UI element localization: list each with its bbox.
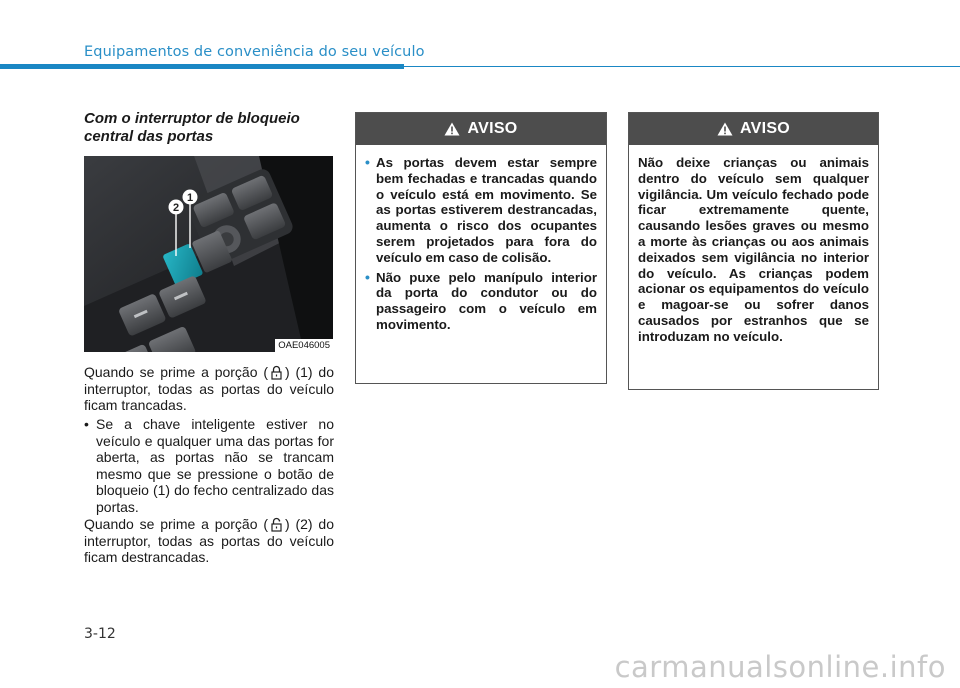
- header-rule: [404, 66, 960, 67]
- locked-padlock-icon: [270, 365, 283, 380]
- section-heading: Com o interruptor de bloqueio central das portas: [84, 110, 300, 145]
- warning-triangle-icon: [444, 122, 460, 136]
- warning-box-children: [628, 112, 879, 390]
- warning-item: • As portas devem estar sempre bem fechadas e trancadas quando o veículo está em movimento. Se as portas estiverem destrancadas, aumenta o risco dos ocupantes serem projetados para fora do veículo em caso de colisão.: [365, 154, 597, 265]
- warning-title: AVISO: [739, 120, 791, 137]
- page-number: 3-12: [84, 626, 116, 642]
- warning-box-doors: [355, 112, 607, 384]
- callout-2-label: 2: [172, 202, 180, 214]
- warning-item: • Não puxe pelo manípulo interior da porta do condutor ou do passageiro com o veículo em movimento.: [365, 268, 597, 332]
- figure-code: OAE046005: [275, 339, 333, 352]
- warning-title: AVISO: [467, 120, 518, 137]
- warning-header: [356, 113, 606, 145]
- paragraph-lock: Quando se prime a porção ( ) (1) do interruptor, todas as portas do veículo ficam trancadas.: [84, 364, 334, 414]
- door-switch-photo: [84, 156, 333, 352]
- watermark: carmanualsonline.info: [614, 650, 946, 684]
- warning-header: [629, 113, 878, 145]
- door-panel-illustration: [84, 156, 333, 352]
- paragraph-unlock: Quando se prime a porção ( ) (2) do interruptor, todas as portas do veículo ficam destrancadas.: [84, 516, 334, 566]
- warning-triangle-icon: [717, 122, 733, 136]
- callout-1-label: 1: [186, 192, 194, 204]
- chapter-title: Equipamentos de conveniência do seu veículo: [84, 44, 425, 60]
- warning-text: Não deixe crianças ou animais dentro do veículo sem qualquer vigilância. Um veículo fechado pode ficar extremamente quente, causando lesões graves ou mesmo a morte às crianças ou aos animais deixados sem vigilância no interior do veículo. As crianças podem acionar os equipamentos do veículo e magoar-se ou sofrer danos causados por estranhos que se introduzam no veículo.: [638, 155, 869, 344]
- unlocked-padlock-icon: [270, 517, 283, 532]
- smart-key-note: • Se a chave inteligente estiver no veículo e qualquer uma das portas for aberta, as portas não se trancam mesmo que se pressione o botão de bloqueio (1) do fecho centralizado das portas.: [84, 416, 334, 515]
- header-accent-bar: [0, 64, 404, 69]
